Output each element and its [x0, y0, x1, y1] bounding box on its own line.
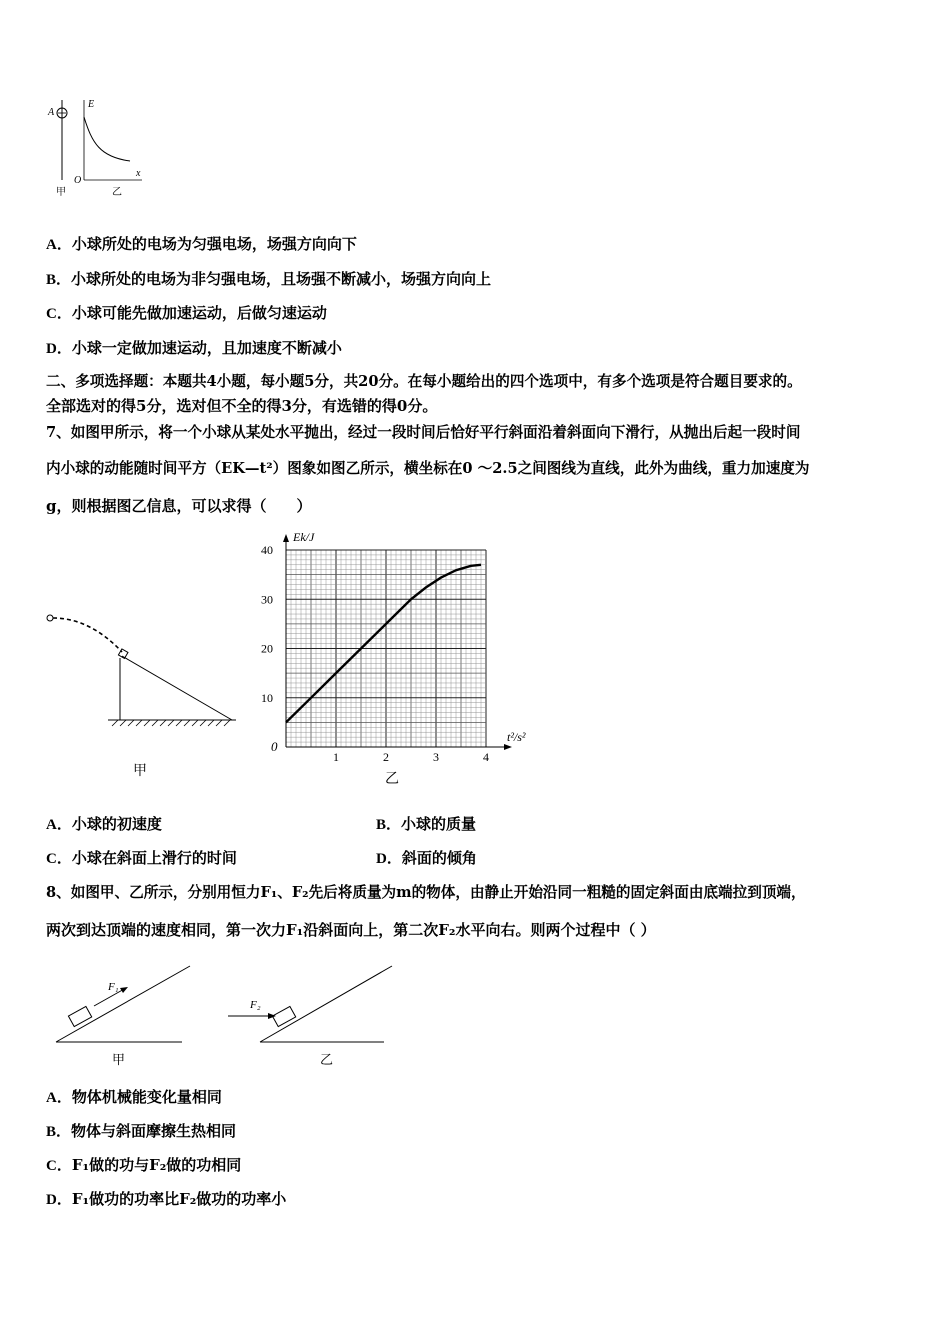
chart-grid: [286, 550, 486, 747]
option-letter: A．: [46, 817, 72, 833]
option-text: 小球所处的电场为匀强电场，场强方向向下: [71, 235, 357, 253]
fig-left-caption: 甲: [133, 764, 147, 779]
option-letter: C．: [46, 306, 72, 322]
origin-label: 0: [271, 739, 278, 754]
y-tick-label: 30: [261, 592, 273, 607]
option-letter: C．: [46, 1158, 72, 1174]
launch-ball: [47, 615, 53, 621]
ball-label: A: [48, 107, 55, 118]
option-letter: A．: [46, 1090, 72, 1106]
q6-option-a: [46, 234, 357, 255]
option-letter: B．: [46, 1124, 72, 1140]
incline-f1: [56, 966, 190, 1067]
fig-left-caption: 甲: [112, 1052, 126, 1067]
option-text: 斜面的倾角: [401, 849, 477, 867]
incline-f2: [228, 966, 392, 1067]
y-tick-label: 40: [261, 543, 273, 557]
option-text: 物体机械能变化量相同: [71, 1088, 222, 1106]
option-letter: C．: [46, 851, 72, 867]
option-letter: D．: [46, 341, 72, 357]
option-text: 小球可能先做加速运动，后做匀速运动: [71, 304, 327, 322]
section2-line2: 全部选对的得5分，选对但不全的得3分，有选错的得0分。: [46, 397, 438, 415]
y-axis-arrowhead: [283, 534, 289, 542]
left-caption: 甲: [56, 187, 66, 198]
e-curve: [84, 117, 130, 161]
q6-option-b: [46, 269, 491, 290]
option-letter: D．: [46, 1192, 72, 1208]
y-axis-label: Ek/J: [293, 530, 315, 544]
option-text: F₁做的功与F₂做的功相同: [71, 1156, 242, 1174]
option-text: 小球的初速度: [71, 815, 162, 833]
q8-option-b: [46, 1121, 236, 1142]
ek-t2-chart: [255, 525, 555, 790]
q7-line3: g，则根据图乙信息，可以求得（ ）: [46, 497, 312, 515]
q6-option-d: [46, 338, 342, 359]
option-text: 小球所处的电场为非匀强电场，且场强不断减小，场强方向向上: [71, 270, 492, 288]
q8-line2: 两次到达顶端的速度相同，第一次力F₁沿斜面向上，第二次F₂水平向右。则两个过程中（ ）: [46, 921, 656, 939]
x-axis-arrowhead: [504, 744, 512, 750]
arrowhead-f1: [120, 987, 128, 993]
q8-option-a: [46, 1087, 222, 1108]
origin-label: O: [74, 175, 82, 186]
option-text: 物体与斜面摩擦生热相同: [71, 1122, 237, 1140]
option-text: 小球一定做加速运动，且加速度不断减小: [71, 339, 342, 357]
q7-line1: 7、如图甲所示，将一个小球从某处水平抛出，经过一段时间后恰好平行斜面沿着斜面向下滑行，从抛出后起一段时间: [46, 424, 801, 441]
x-axis-label: t²/s²: [507, 730, 526, 744]
option-text: 小球在斜面上滑行的时间: [71, 849, 237, 867]
q7-option-b: [376, 814, 476, 835]
fig-right-caption: 乙: [320, 1052, 334, 1067]
x-axis-label: x: [136, 168, 141, 179]
option-letter: D．: [376, 851, 402, 867]
x-tick-label: 3: [433, 750, 439, 764]
y-tick-label: 10: [261, 690, 273, 705]
x-tick-label: 2: [383, 750, 389, 764]
q7-option-c: [46, 848, 237, 869]
q7-option-a: [46, 814, 162, 835]
q8-line1: 8、如图甲、乙所示，分别用恒力F₁、F₂先后将质量为m的物体，由静止开始沿同一粗糙的固定斜面由底端拉到顶端，: [46, 884, 806, 901]
right-caption: 乙: [112, 187, 122, 198]
incline: [122, 656, 232, 720]
fig-e-x: [40, 95, 160, 205]
ground-hatching: [112, 720, 230, 726]
x-tick-label: 1: [333, 750, 339, 764]
fig-incline-forces: [50, 958, 400, 1073]
q8-option-c: [46, 1155, 241, 1176]
force-label-f1: F₁: [108, 981, 119, 993]
force-label-f2: F₂: [250, 999, 261, 1011]
e-axis-label: E: [88, 99, 95, 110]
q7-option-d: [376, 848, 477, 869]
option-letter: B．: [376, 817, 402, 833]
fig-right-caption: 乙: [385, 772, 399, 787]
trajectory: [53, 618, 122, 652]
option-text: F₁做功的功率比F₂做功的功率小: [71, 1190, 287, 1208]
y-tick-label: 20: [261, 641, 273, 656]
q7-line2: 内小球的动能随时间平方（EK—t²）图象如图乙所示，横坐标在0 ～2.5之间图线为直线，此外为曲线，重力加速度为: [46, 460, 810, 477]
option-text: 小球的质量: [401, 815, 477, 833]
q8-option-d: [46, 1189, 286, 1210]
q6-option-c: [46, 303, 327, 324]
section2-line1: 二、多项选择题：本题共4小题，每小题5分，共20分。在每小题给出的四个选项中，有多个选项是符合题目要求的。: [46, 373, 802, 390]
x-tick-label: 4: [483, 750, 489, 764]
option-letter: A．: [46, 237, 72, 253]
fig-projectile-incline: [40, 600, 250, 790]
option-letter: B．: [46, 272, 72, 288]
